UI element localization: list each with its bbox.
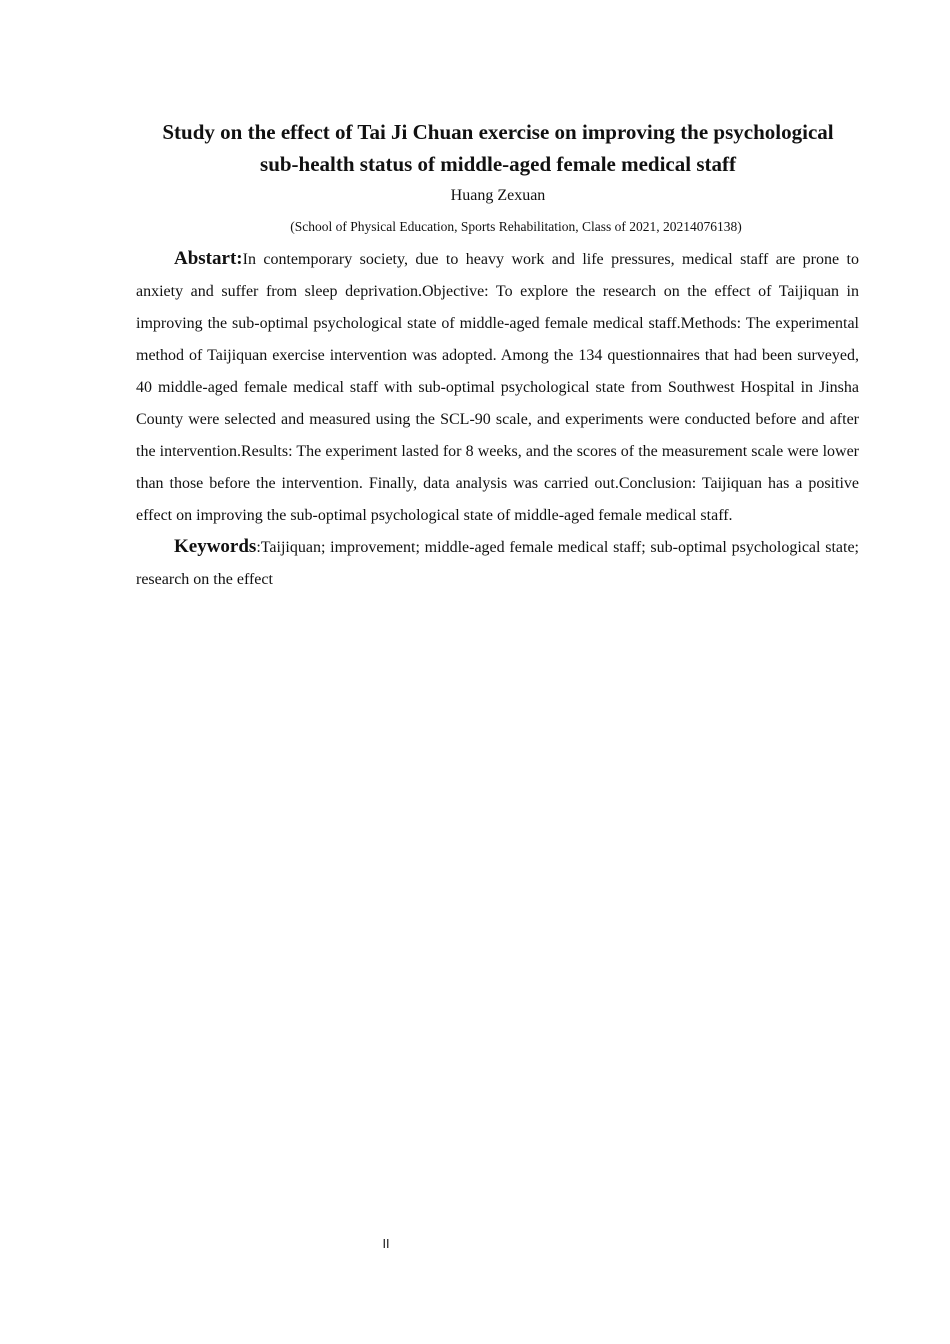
paper-title-line-2: sub-health status of middle-aged female medical staff <box>260 152 736 176</box>
abstract-text: In contemporary society, due to heavy work and life pressures, medical staff are prone to anxiety and suffer from sleep deprivation.Objective: To explore the research on the effect of Taijiquan in improving the sub-optimal psychological state of middle-aged female medical staff.Methods: The experimental method of Taijiquan exercise intervention was adopted. Among the 134 questionnaires that had been surveyed, 40 middle-aged female medical staff with sub-optimal psychological state from Southwest Hospital in Jinsha County were selected and measured using the SCL-90 scale, and experiments were conducted before and after the intervention.Results: The experiment lasted for 8 weeks, and the scores of the measurement scale were lower than those before the intervention. Finally, data analysis was carried out.Conclusion: Taijiquan has a positive effect on improving the sub-optimal psychological state of middle-aged female medical staff. <box>136 251 859 524</box>
author-name: Huang Zexuan <box>450 187 546 204</box>
paper-title <box>136 116 860 180</box>
paper-title-line-1: Study on the effect of Tai Ji Chuan exercise on improving the psychological <box>162 120 834 144</box>
abstract-paragraph <box>136 243 859 532</box>
author-affiliation: (School of Physical Education, Sports Rehabilitation, Class of 2021, 20214076138) <box>290 219 742 234</box>
page-number: II <box>382 1237 390 1251</box>
abstract-label: Abstart: <box>174 248 243 269</box>
keywords-text: :Taijiquan; improvement; middle-aged female medical staff; sub-optimal psychological state; research on the effect <box>136 539 859 588</box>
keywords-label: Keywords <box>174 536 257 557</box>
keywords-paragraph <box>136 531 859 596</box>
